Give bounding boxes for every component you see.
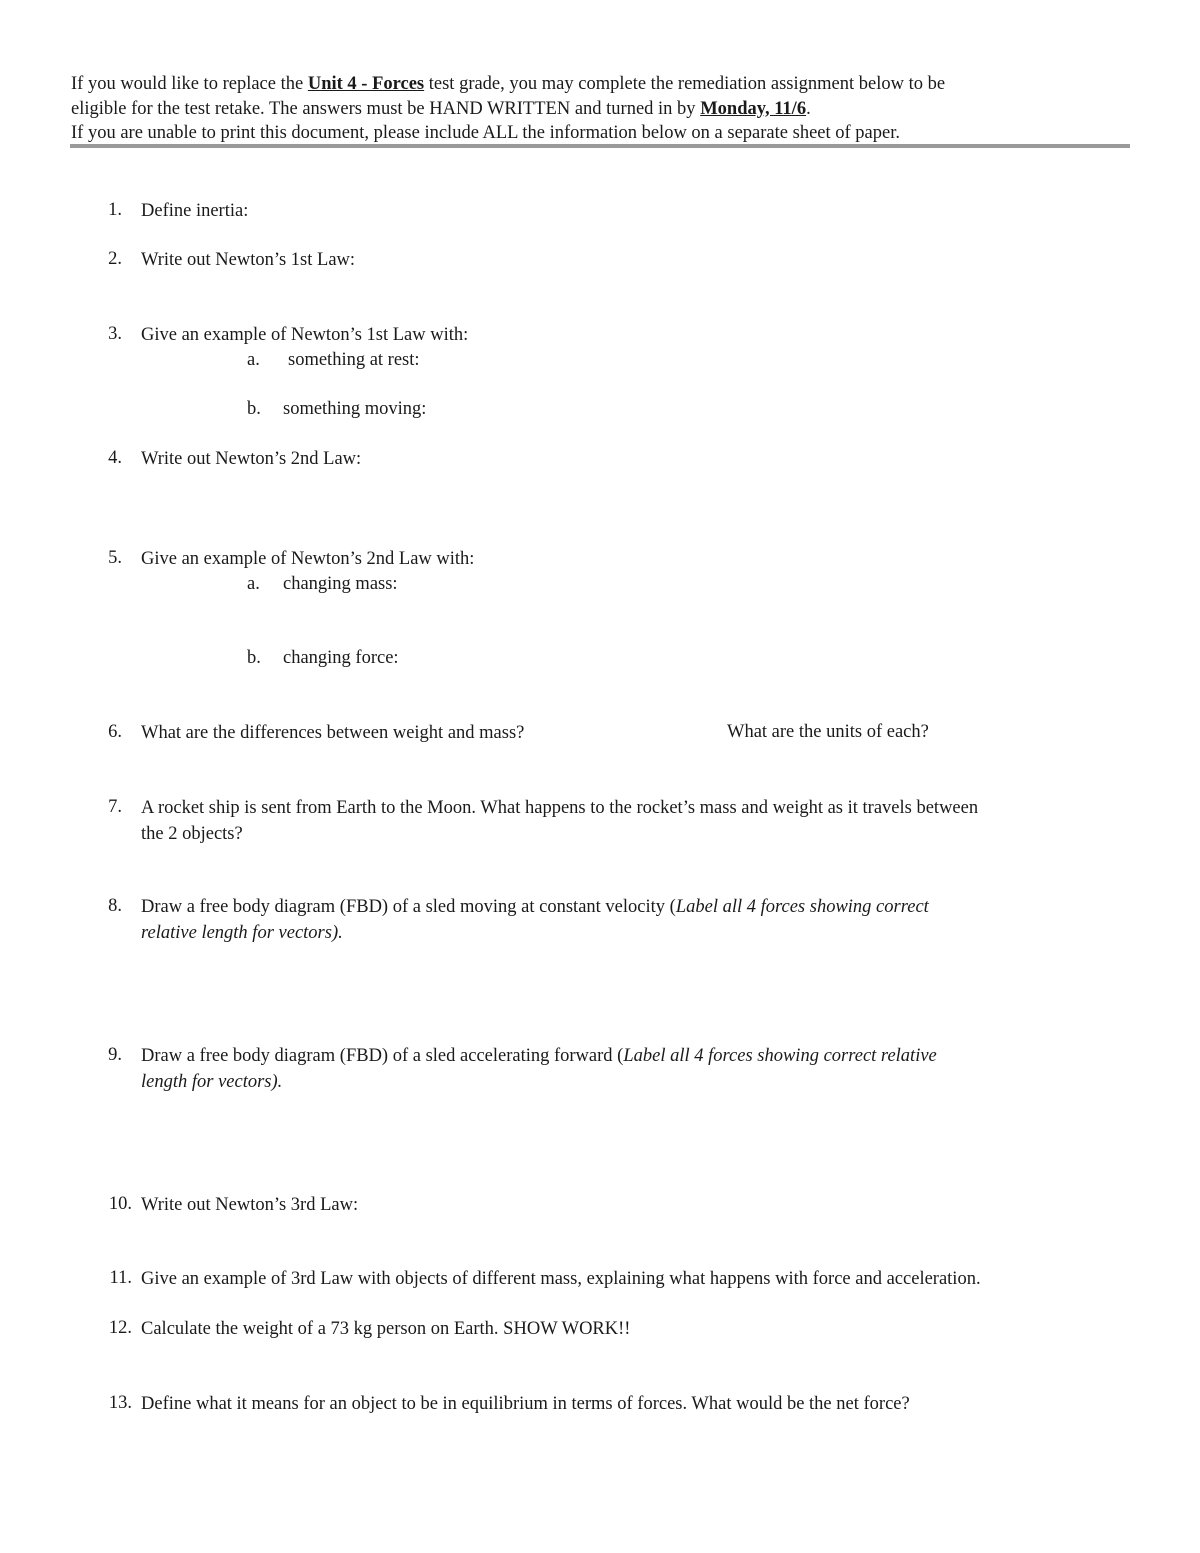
question-6-units: What are the units of each? <box>727 722 929 742</box>
instructions-line-3: If you are unable to print this document, please include ALL the information below on a separate sheet of paper. <box>71 123 900 143</box>
sub-question-text: changing force: <box>283 648 399 668</box>
question-text: Define inertia: <box>141 201 249 221</box>
question-number: 11. <box>109 1268 132 1288</box>
question-text: Write out Newton’s 3rd Law: <box>141 1195 359 1215</box>
italic-instruction: Label all 4 forces showing correct <box>675 897 929 917</box>
question-text: Calculate the weight of a 73 kg person on Earth. SHOW WORK!! <box>141 1319 631 1339</box>
question-text: eligible for the test retake. The answers must be HAND WRITTEN and turned in by <box>71 98 701 119</box>
italic-instruction: relative length for vectors). <box>141 923 343 943</box>
question-text: Write out Newton’s 1st Law: <box>141 250 356 270</box>
sub-question-text: something moving: <box>283 399 427 419</box>
question-text: Draw a free body diagram (FBD) of a sled accelerating forward (Label all 4 forces showing correct relative <box>141 1046 937 1066</box>
question-number: 8. <box>108 896 122 916</box>
question-number: 5. <box>108 548 122 568</box>
unit-title: Unit 4 - Forces <box>307 74 425 94</box>
question-text: . <box>806 98 811 119</box>
question-number: 10. <box>108 1194 132 1214</box>
question-text: What are the differences between weight and mass? <box>141 723 525 743</box>
question-text: Give an example of Newton’s 2nd Law with: <box>141 549 475 569</box>
question-number: 3. <box>108 324 122 344</box>
question-text: Define what it means for an object to be in equilibrium in terms of forces. What would be the net force? <box>141 1394 910 1414</box>
question-text: A rocket ship is sent from Earth to the Moon. What happens to the rocket’s mass and weight as it travels between <box>141 798 979 818</box>
italic-instruction: length for vectors). <box>141 1072 283 1092</box>
instructions-line-1 <box>71 72 1141 97</box>
question-number: 13. <box>108 1393 132 1413</box>
question-text <box>141 1069 282 1095</box>
question-text: the 2 objects? <box>141 824 243 844</box>
question-text: test grade, you may complete the remediation assignment below to be <box>424 74 946 94</box>
due-date: Monday, 11/6 <box>700 98 807 119</box>
question-text: If you would like to replace the <box>71 74 308 94</box>
question-text <box>141 920 343 946</box>
sub-question-letter: b. <box>247 399 261 419</box>
instructions-line-2 <box>71 97 1141 122</box>
question-number: 7. <box>108 797 122 817</box>
question-text: Give an example of Newton’s 1st Law with: <box>141 325 469 345</box>
question-text: Draw a free body diagram (FBD) of a sled moving at constant velocity (Label all 4 forces showing correct <box>141 897 929 917</box>
question-number: 9. <box>108 1045 122 1065</box>
question-text: Write out Newton’s 2nd Law: <box>141 449 362 469</box>
question-number: 2. <box>108 249 122 269</box>
question-number: 4. <box>108 448 122 468</box>
question-text: Give an example of 3rd Law with objects of different mass, explaining what happens with force and acceleration. <box>141 1269 981 1289</box>
question-number: 1. <box>108 200 122 220</box>
sub-question-letter: a. <box>247 350 260 370</box>
horizontal-divider <box>70 144 1130 148</box>
sub-question-letter: b. <box>247 648 261 668</box>
sub-question-letter: a. <box>247 574 260 594</box>
question-number: 6. <box>108 722 122 742</box>
sub-question-text: changing mass: <box>283 574 398 594</box>
italic-instruction: Label all 4 forces showing correct relative <box>623 1046 937 1066</box>
sub-question-text: something at rest: <box>288 350 420 370</box>
instructions <box>71 72 1141 146</box>
question-number: 12. <box>108 1318 132 1338</box>
